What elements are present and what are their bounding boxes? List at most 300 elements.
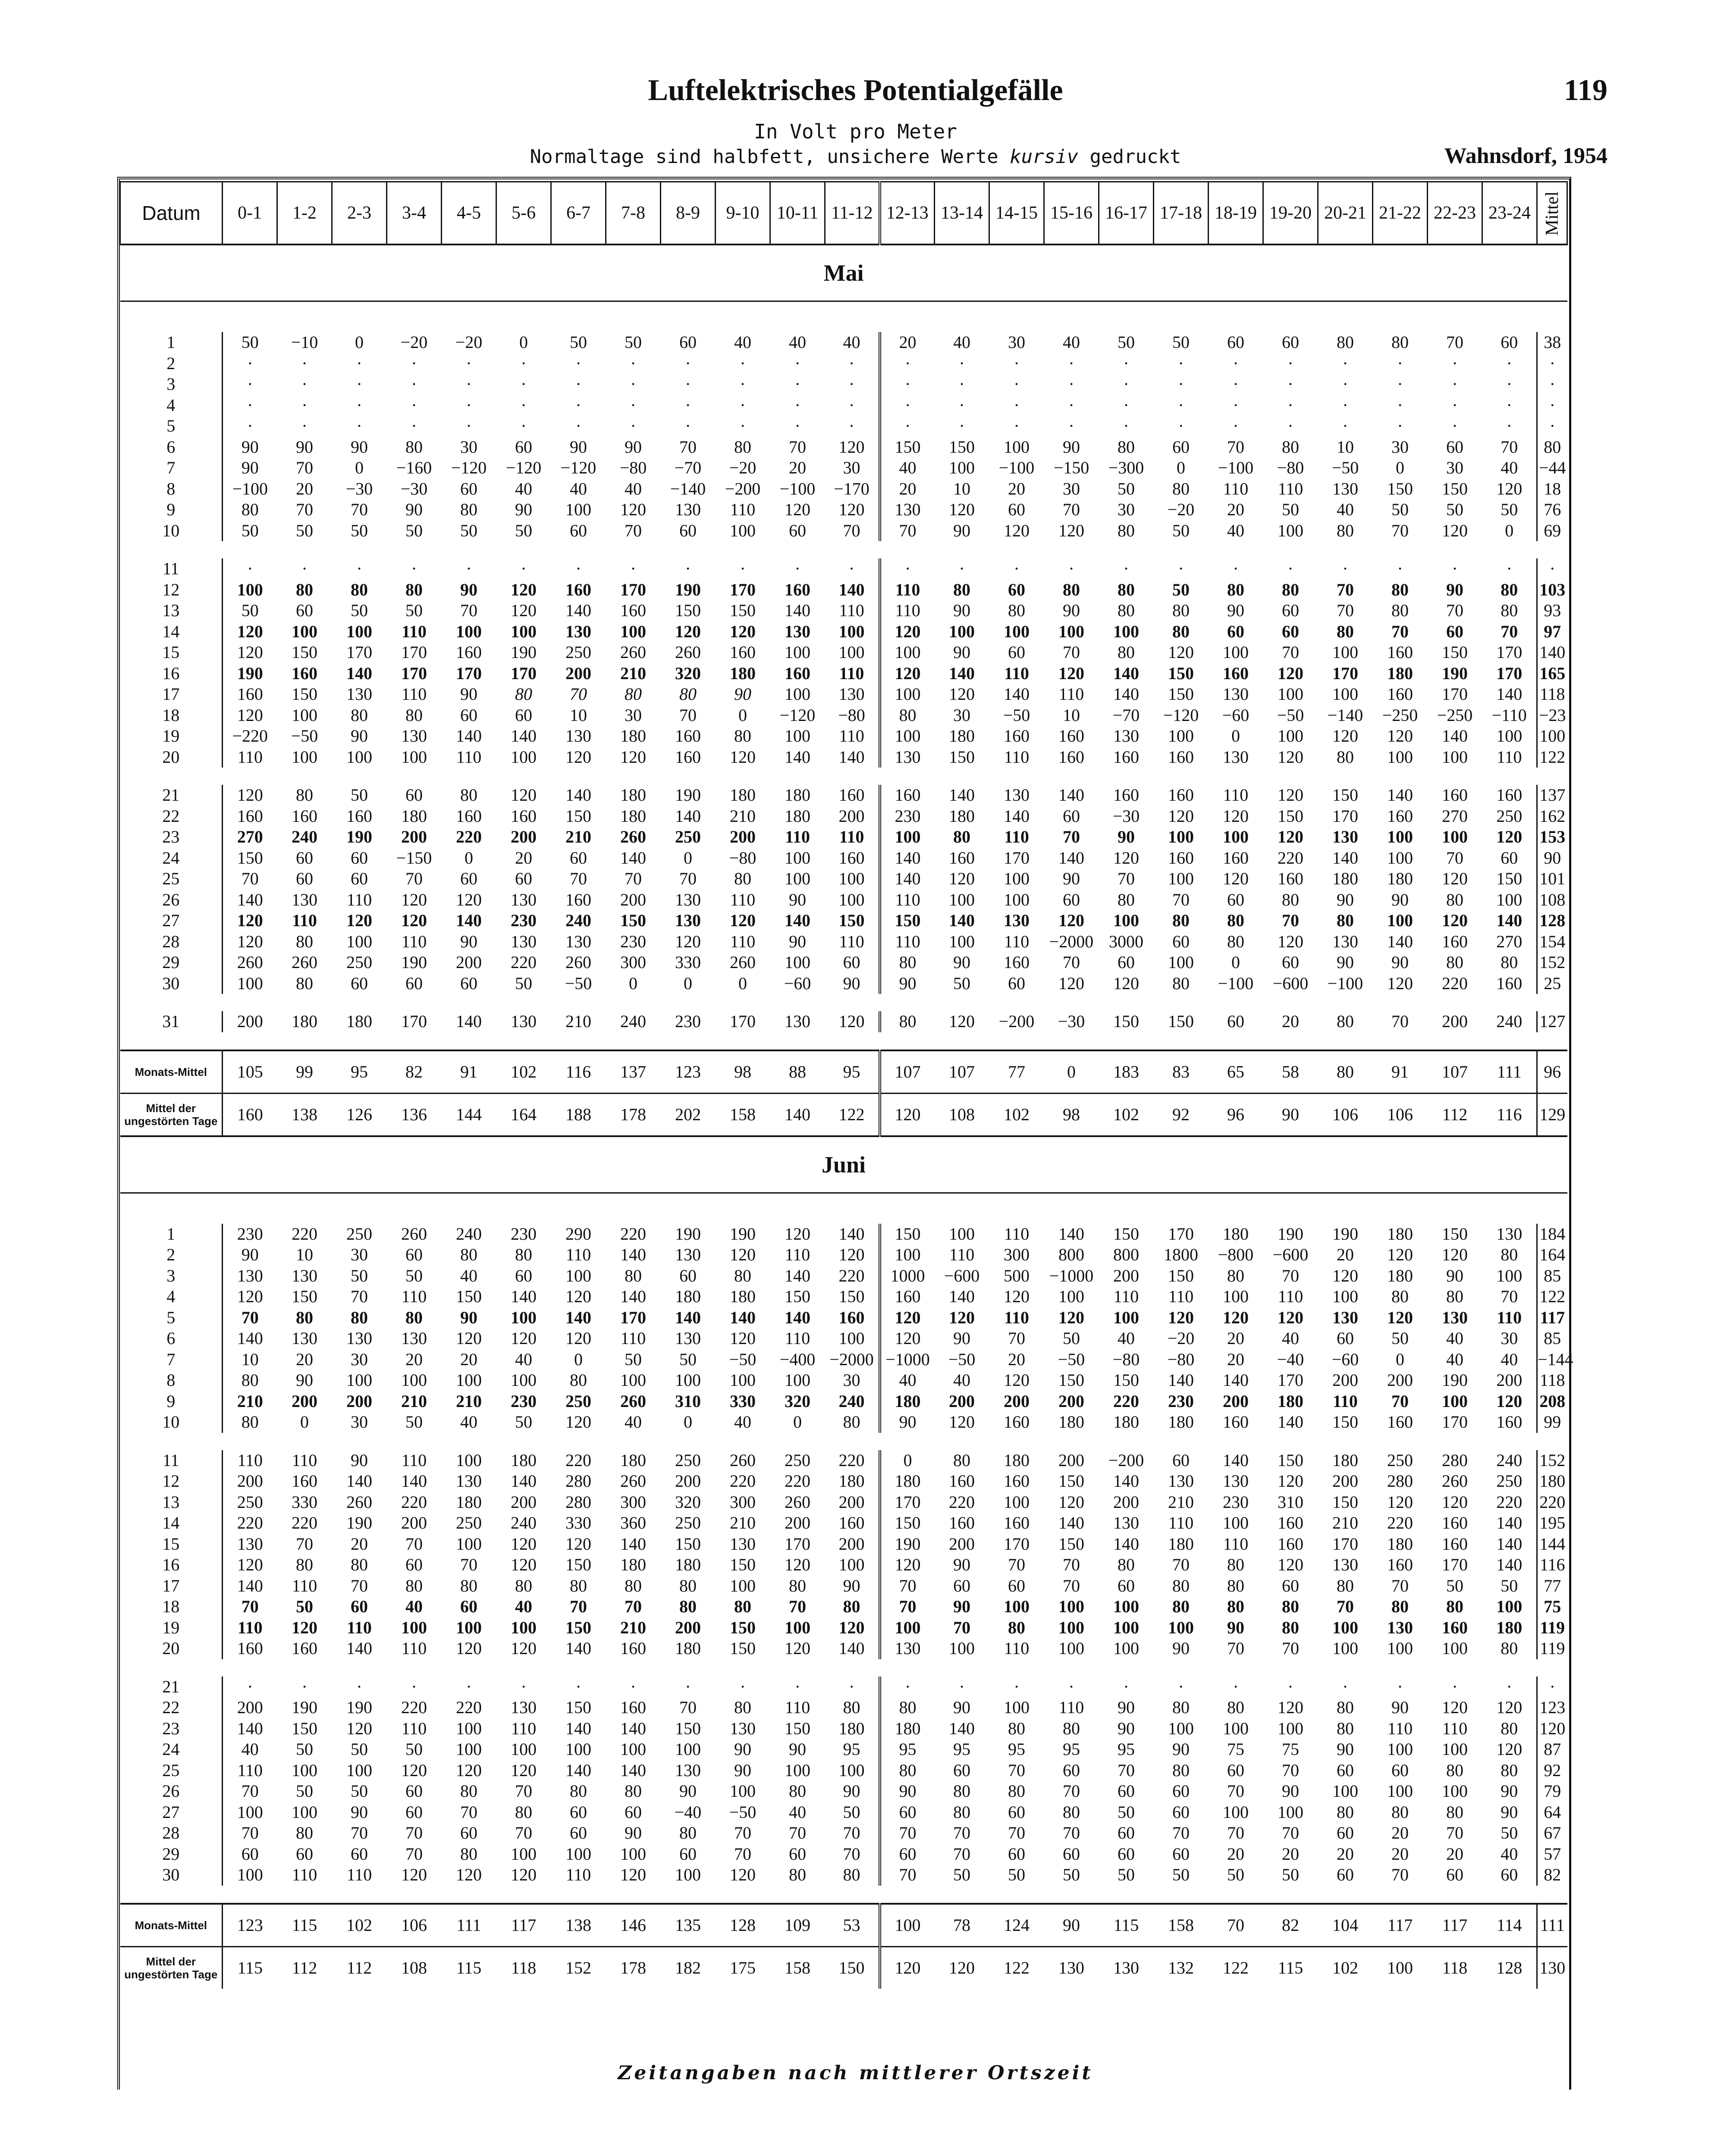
hour-value: 140 <box>949 785 975 805</box>
day-mean: 154 <box>1537 931 1567 953</box>
table-row <box>120 332 1567 353</box>
hour-value: 130 <box>675 1329 701 1348</box>
hour-value: · <box>794 395 801 415</box>
hour-value: 160 <box>620 1639 646 1658</box>
hour-value: 110 <box>880 580 935 601</box>
hour-value: 80 <box>734 869 751 889</box>
hour-value: 160 <box>1223 663 1249 683</box>
hour-value: 180 <box>346 1012 372 1031</box>
hour-value: 20 <box>880 332 935 353</box>
hour-value: 100 <box>346 1370 372 1390</box>
hour-value: 120 <box>949 684 975 704</box>
hour-value: 60 <box>1282 601 1299 620</box>
hour-value: · <box>848 416 855 436</box>
hour-value: · <box>1506 559 1512 579</box>
hour-value: 200 <box>511 1492 537 1512</box>
summary-value: 115 <box>1263 1946 1318 1989</box>
hour-value: 100 <box>346 747 372 767</box>
hour-value: 140 <box>880 848 935 869</box>
day-number: 5 <box>120 1307 223 1329</box>
hour-value: 120 <box>456 1329 482 1348</box>
page-number: 119 <box>1563 74 1607 107</box>
hour-value: 150 <box>1168 684 1194 704</box>
hour-value: · <box>1397 374 1403 394</box>
hour-value: 60 <box>351 973 368 993</box>
hour-value: 40 <box>789 332 806 352</box>
hour-value: 120 <box>511 601 537 620</box>
summary-value: 117 <box>1373 1904 1428 1947</box>
hour-value: 20 <box>460 1349 477 1369</box>
hour-value: 170 <box>1496 663 1523 683</box>
hour-value: 130 <box>1332 479 1358 498</box>
column-header-hour: 10-11 <box>770 182 825 245</box>
hour-value: 250 <box>237 1492 263 1512</box>
hour-value: 130 <box>511 931 537 951</box>
hour-value: · <box>575 395 581 415</box>
hour-value: · <box>301 416 308 436</box>
hour-value: 100 <box>880 726 935 747</box>
hour-value: · <box>630 416 636 436</box>
hour-value: 70 <box>880 1823 935 1844</box>
hour-value: 170 <box>346 642 372 662</box>
hour-value: 120 <box>1168 1307 1194 1327</box>
hour-value: 90 <box>953 520 970 540</box>
hour-value: 50 <box>241 520 259 540</box>
hour-value: 160 <box>880 785 935 806</box>
hour-value: 60 <box>1118 1823 1135 1843</box>
hour-value: −140 <box>1327 705 1363 725</box>
hour-value: · <box>1123 374 1129 394</box>
day-mean: · <box>1537 558 1567 580</box>
hour-value: 130 <box>565 726 591 746</box>
hour-value: 160 <box>292 1639 317 1658</box>
hour-value: 180 <box>1004 1450 1030 1470</box>
hour-value: 10 <box>296 1245 313 1265</box>
hour-value: 180 <box>620 806 646 826</box>
hour-value: 70 <box>1501 621 1518 641</box>
day-mean: 119 <box>1537 1617 1567 1639</box>
hour-value: · <box>959 1677 965 1696</box>
hour-value: 80 <box>625 1266 642 1285</box>
hour-value: 20 <box>1227 1349 1244 1369</box>
summary-value: 83 <box>1154 1050 1209 1094</box>
summary-value: 115 <box>277 1904 332 1947</box>
hour-value: 160 <box>1442 785 1468 805</box>
hour-value: 70 <box>1391 520 1409 540</box>
hour-value: −20 <box>455 332 483 352</box>
summary-value: 183 <box>1099 1050 1154 1094</box>
hour-value: 110 <box>347 1617 372 1637</box>
day-number: 28 <box>120 931 223 953</box>
table-row <box>120 600 1567 621</box>
hour-value: 100 <box>1278 1802 1303 1822</box>
hour-value: 100 <box>1113 911 1139 931</box>
hour-value: 310 <box>675 1391 701 1411</box>
hour-value: 120 <box>1278 747 1303 767</box>
hour-value: 120 <box>880 663 935 684</box>
hour-value: 110 <box>401 1450 427 1470</box>
hour-value: 40 <box>1337 500 1354 520</box>
hour-value: 210 <box>565 1012 591 1031</box>
hour-value: 160 <box>1442 1534 1468 1554</box>
hour-value: 80 <box>1501 580 1518 599</box>
hour-value: · <box>1233 374 1239 394</box>
hour-value: 130 <box>1113 1513 1139 1533</box>
column-header-hour: 12-13 <box>880 182 935 245</box>
hour-value: 60 <box>296 848 313 868</box>
hour-value: 130 <box>730 1718 756 1738</box>
hour-value: 260 <box>346 1492 372 1512</box>
hour-value: 70 <box>1227 1823 1244 1843</box>
summary-value: 70 <box>1209 1904 1263 1947</box>
summary-value: 58 <box>1263 1050 1318 1094</box>
hour-value: 270 <box>1496 931 1523 951</box>
summary-value: 118 <box>1428 1946 1482 1989</box>
hour-value: 30 <box>953 705 970 725</box>
hour-value: 140 <box>785 747 810 767</box>
hour-value: 80 <box>880 1760 935 1781</box>
hour-value: 90 <box>679 1781 697 1801</box>
hour-value: · <box>740 416 746 436</box>
hour-value: 80 <box>880 705 935 726</box>
hour-value: 100 <box>511 1844 537 1864</box>
hour-value: 50 <box>953 973 970 993</box>
table-row <box>120 1576 1567 1597</box>
hour-value: 110 <box>1004 827 1029 847</box>
summary-value: 109 <box>770 1904 825 1947</box>
day-number: 29 <box>120 1844 223 1865</box>
hour-value: 80 <box>1118 601 1135 620</box>
table-row <box>120 973 1567 994</box>
hour-value: 140 <box>785 1307 810 1327</box>
hour-value: 170 <box>880 1492 935 1513</box>
summary-value: 111 <box>1482 1050 1537 1094</box>
hour-value: · <box>1452 1677 1458 1696</box>
day-mean: 103 <box>1537 580 1567 601</box>
hour-value: 160 <box>620 1698 646 1717</box>
hour-value: 100 <box>1223 1513 1249 1533</box>
hour-value: 140 <box>949 663 975 683</box>
hour-value: 70 <box>1118 869 1135 889</box>
hour-value: 110 <box>292 1576 317 1595</box>
hour-value: 100 <box>1442 1781 1468 1801</box>
hour-value: 150 <box>1058 1370 1084 1390</box>
hour-value: 70 <box>405 1534 423 1554</box>
hour-value: 200 <box>838 806 865 826</box>
hour-value: 220 <box>456 827 482 847</box>
table-row <box>120 868 1567 890</box>
hour-value: 160 <box>1442 1617 1468 1637</box>
hour-value: −120 <box>451 458 487 478</box>
day-mean: 76 <box>1537 499 1567 520</box>
hour-value: 140 <box>511 1287 537 1307</box>
hour-value: −200 <box>1108 1450 1144 1470</box>
hour-value: 20 <box>1227 1329 1244 1348</box>
hour-value: 300 <box>620 1492 646 1512</box>
hour-value: 180 <box>838 1718 865 1738</box>
hour-value: 60 <box>1446 1865 1463 1885</box>
hour-value: 150 <box>838 1287 865 1307</box>
hour-value: 110 <box>785 1698 810 1717</box>
day-number: 4 <box>120 395 223 416</box>
hour-value: 20 <box>296 479 313 498</box>
hour-value: 120 <box>1387 1307 1413 1327</box>
hour-value: 80 <box>1008 1781 1025 1801</box>
summary-value: 130 <box>1099 1946 1154 1989</box>
summary-value: 112 <box>332 1946 387 1989</box>
hour-value: 300 <box>1004 1245 1030 1265</box>
hour-value: 50 <box>296 520 313 540</box>
hour-value: · <box>1178 1677 1184 1696</box>
hour-value: 160 <box>1442 1513 1468 1533</box>
hour-value: 140 <box>511 1471 537 1491</box>
hour-value: 120 <box>620 1865 646 1885</box>
hour-value: 90 <box>241 1245 259 1265</box>
hour-value: 10 <box>570 705 587 725</box>
hour-value: 60 <box>1391 1760 1409 1780</box>
summary-value: 175 <box>716 1946 770 1989</box>
hour-value: 110 <box>1113 1287 1139 1307</box>
summary-value: 152 <box>551 1946 606 1989</box>
hour-value: 110 <box>1387 1718 1413 1738</box>
hour-value: 150 <box>1168 1266 1194 1285</box>
hour-value: 100 <box>456 1450 482 1470</box>
day-number: 22 <box>120 1697 223 1718</box>
hour-value: 120 <box>1278 1555 1303 1575</box>
hour-value: 80 <box>1227 1597 1244 1617</box>
hour-value: 100 <box>1387 1639 1413 1658</box>
hour-value: 120 <box>949 869 975 889</box>
hour-value: 70 <box>1227 1781 1244 1801</box>
hour-value: · <box>630 1677 636 1696</box>
column-header-hour: 5-6 <box>496 182 551 245</box>
hour-value: 150 <box>1442 1224 1468 1244</box>
hour-value: 120 <box>511 1865 537 1885</box>
hour-value: 260 <box>730 1450 756 1470</box>
hour-value: 60 <box>843 953 860 972</box>
hour-value: · <box>740 374 746 394</box>
hour-value: 60 <box>1008 642 1025 662</box>
hour-value: 240 <box>620 1012 646 1031</box>
hour-value: 60 <box>570 1823 587 1843</box>
hour-value: 100 <box>1496 1597 1523 1617</box>
hour-value: 120 <box>880 1328 935 1349</box>
hour-value: · <box>1178 374 1184 394</box>
hour-value: · <box>1178 416 1184 436</box>
hour-value: 70 <box>953 1844 970 1864</box>
hour-value: 180 <box>838 1471 865 1491</box>
hour-value: 200 <box>1332 1471 1358 1491</box>
day-mean: 82 <box>1537 1865 1567 1886</box>
hour-value: · <box>1452 559 1458 579</box>
hour-value: 260 <box>620 827 646 847</box>
hour-value: 80 <box>460 785 477 805</box>
hour-value: 160 <box>292 1471 317 1491</box>
day-number: 24 <box>120 1739 223 1760</box>
table-row <box>120 1865 1567 1886</box>
hour-value: 70 <box>1063 1576 1080 1595</box>
hour-value: · <box>685 353 691 373</box>
hour-value: · <box>630 559 636 579</box>
hour-value: 190 <box>675 1224 701 1244</box>
hour-value: 50 <box>405 1412 423 1432</box>
table-row <box>120 1471 1567 1492</box>
hour-value: 140 <box>1223 1450 1249 1470</box>
day-number: 14 <box>120 621 223 642</box>
hour-value: · <box>521 416 527 436</box>
hour-value: · <box>1287 374 1293 394</box>
hour-value: 100 <box>1004 1698 1030 1717</box>
hour-value: 1000 <box>880 1266 935 1287</box>
hour-value: 150 <box>292 1718 317 1738</box>
hour-value: · <box>1068 395 1074 415</box>
hour-value: 170 <box>1496 642 1523 662</box>
hour-value: 120 <box>511 785 537 805</box>
hour-value: 140 <box>346 1639 372 1658</box>
hour-value: 50 <box>1118 479 1135 498</box>
hour-value: 90 <box>296 437 313 457</box>
hour-value: · <box>880 1677 935 1698</box>
hour-value: 110 <box>1004 1307 1029 1327</box>
hour-value: 80 <box>1118 580 1135 599</box>
hour-value: 80 <box>1337 1012 1354 1031</box>
hour-value: 110 <box>1333 1391 1358 1411</box>
hour-value: 110 <box>1004 1224 1030 1244</box>
summary-label: Mittel der ungestörten Tage <box>120 1946 223 1989</box>
column-header-hour: 21-22 <box>1373 182 1428 245</box>
hour-value: 100 <box>1058 1639 1084 1658</box>
hour-value: 150 <box>785 1718 810 1738</box>
hour-value: 80 <box>351 580 368 599</box>
hour-value: 800 <box>1058 1245 1084 1265</box>
hour-value: · <box>1342 1677 1348 1696</box>
hour-value: 80 <box>953 1802 970 1822</box>
day-mean: 162 <box>1537 806 1567 827</box>
hour-value: 150 <box>1058 1471 1084 1491</box>
hour-value: · <box>575 374 581 394</box>
table-row <box>120 374 1567 395</box>
hour-value: 210 <box>565 827 591 847</box>
hour-value: 130 <box>511 1698 537 1717</box>
hour-value: · <box>740 1677 746 1696</box>
hour-value: 60 <box>460 479 477 498</box>
day-mean: · <box>1537 353 1567 374</box>
hour-value: 100 <box>1442 747 1468 767</box>
hour-value: 80 <box>405 1576 423 1595</box>
summary-value: 112 <box>1428 1093 1482 1136</box>
table-row <box>120 1760 1567 1781</box>
hour-value: −20 <box>1167 500 1195 520</box>
hour-value: 80 <box>515 684 532 704</box>
table-row <box>120 395 1567 416</box>
hour-value: −100 <box>232 479 268 498</box>
hour-value: −50 <box>1058 1349 1085 1369</box>
hour-value: 60 <box>1172 1781 1190 1801</box>
day-mean: · <box>1537 395 1567 416</box>
summary-mean: 111 <box>1537 1904 1567 1947</box>
hour-value: 90 <box>880 1781 935 1802</box>
month-header-row <box>120 244 1567 301</box>
hour-value: 120 <box>949 1307 975 1327</box>
hour-value: · <box>880 353 935 374</box>
hour-value: · <box>1287 416 1293 436</box>
hour-value: 95 <box>953 1739 970 1759</box>
hour-value: 110 <box>1168 1513 1194 1533</box>
hour-value: 95 <box>843 1739 860 1759</box>
hour-value: 80 <box>351 1307 368 1327</box>
hour-value: · <box>1397 395 1403 415</box>
hour-value: 200 <box>511 827 537 847</box>
hour-value: 80 <box>1446 1802 1463 1822</box>
hour-value: · <box>1397 353 1403 373</box>
hour-value: 70 <box>296 1534 313 1554</box>
hour-value: 100 <box>1278 726 1303 746</box>
hour-value: 120 <box>565 1287 591 1307</box>
hour-value: 100 <box>1004 1597 1030 1617</box>
summary-value: 118 <box>496 1946 551 1989</box>
hour-value: 30 <box>1391 437 1409 457</box>
hour-value: 150 <box>292 684 317 704</box>
hour-value: 100 <box>1058 1287 1084 1307</box>
hour-value: 120 <box>565 1329 591 1348</box>
hour-value: 220 <box>292 1224 317 1244</box>
hour-value: 90 <box>789 1739 806 1759</box>
hour-value: 170 <box>1442 684 1468 704</box>
spacer-row <box>120 541 1567 558</box>
hour-value: · <box>575 1677 581 1696</box>
hour-value: 110 <box>839 726 864 746</box>
column-header-hour: 23-24 <box>1482 182 1537 245</box>
hour-value: 160 <box>1004 1412 1030 1432</box>
hour-value: 100 <box>880 1244 935 1266</box>
hour-value: · <box>466 416 472 436</box>
hour-value: 140 <box>1113 1534 1139 1554</box>
hour-value: 100 <box>730 1576 756 1595</box>
hour-value: 60 <box>1227 890 1244 909</box>
hour-value: 170 <box>1004 1534 1030 1554</box>
hour-value: 210 <box>620 1617 646 1637</box>
hour-value: 100 <box>401 1370 427 1390</box>
hour-value: 150 <box>237 848 263 868</box>
table-row <box>120 1534 1567 1555</box>
hour-value: 150 <box>292 1287 317 1307</box>
hour-value: 150 <box>730 1617 756 1637</box>
hour-value: 230 <box>1168 1391 1194 1411</box>
hour-value: 180 <box>1223 1224 1249 1244</box>
hour-value: 60 <box>1063 890 1080 909</box>
hour-value: 130 <box>1496 1224 1523 1244</box>
day-mean: 180 <box>1537 1471 1567 1492</box>
hour-value: 60 <box>789 1844 806 1864</box>
column-header-mittel: Mittel <box>1537 182 1567 245</box>
day-mean: 118 <box>1537 1370 1567 1391</box>
hour-value: 30 <box>351 1245 368 1265</box>
hour-value: −150 <box>1053 458 1089 478</box>
hour-value: 160 <box>838 1307 865 1327</box>
hour-value: 190 <box>346 1513 372 1533</box>
hour-value: 120 <box>1332 726 1358 746</box>
hour-value: 140 <box>838 747 865 767</box>
hour-value: 170 <box>1332 806 1358 826</box>
hour-value: 70 <box>843 1844 860 1864</box>
hour-value: 100 <box>785 953 810 972</box>
summary-value: 104 <box>1318 1904 1373 1947</box>
hour-value: 120 <box>1058 663 1084 683</box>
hour-value: 40 <box>1063 332 1080 352</box>
hour-value: 100 <box>401 747 427 767</box>
hour-value: −80 <box>838 705 865 725</box>
hour-value: 40 <box>1227 520 1244 540</box>
